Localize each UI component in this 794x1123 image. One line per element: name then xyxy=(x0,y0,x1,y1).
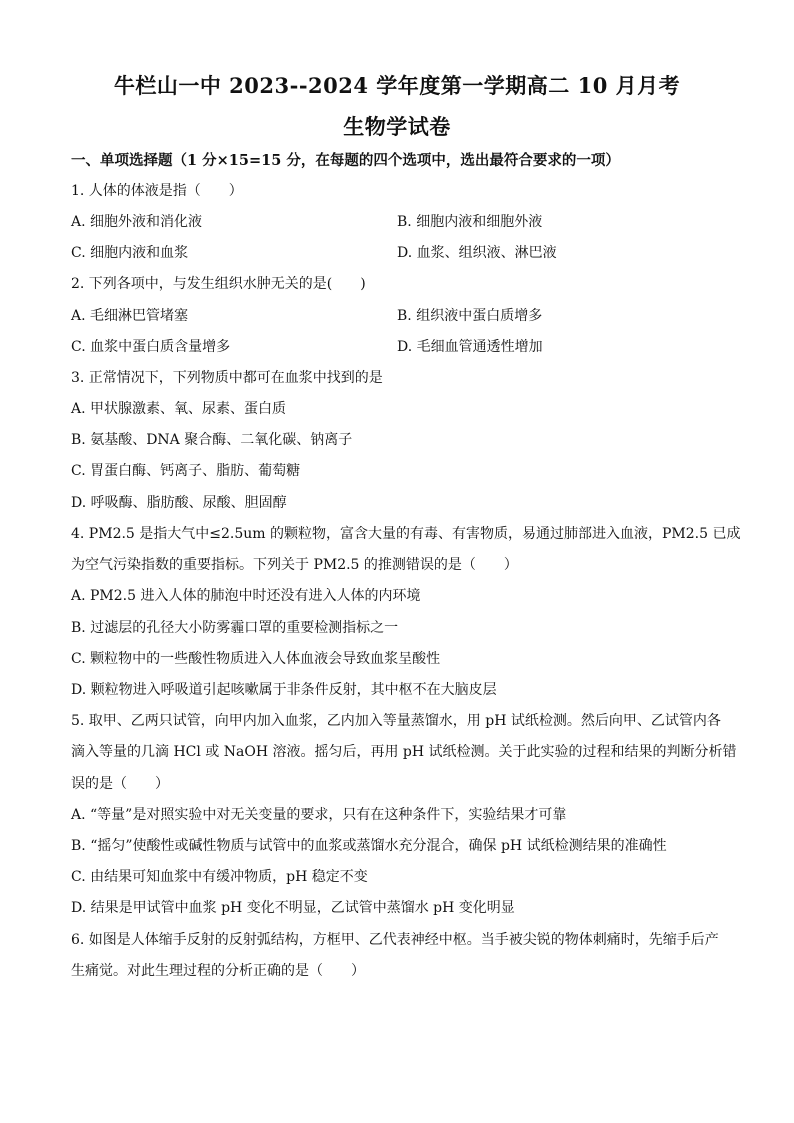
question-6-stem-line-1: 6. 如图是人体缩手反射的反射弧结构，方框甲、乙代表神经中枢。当手被尖锐的物体刺痛时，先缩手后产 xyxy=(71,932,719,948)
question-2-option-d: D. 毛细血管通透性增加 xyxy=(397,339,543,355)
question-5-option-c: C. 由结果可知血浆中有缓冲物质，pH 稳定不变 xyxy=(71,869,368,885)
question-1-option-a: A. 细胞外液和消化液 xyxy=(71,214,203,230)
question-2-option-b: B. 组织液中蛋白质增多 xyxy=(397,308,543,324)
question-2-stem: 2. 下列各项中，与发生组织水肿无关的是( ) xyxy=(71,276,366,292)
question-1-option-b: B. 细胞内液和细胞外液 xyxy=(397,214,543,230)
question-1-option-d: D. 血浆、组织液、淋巴液 xyxy=(397,245,557,261)
question-5-option-b: B. “摇匀”使酸性或碱性物质与试管中的血浆或蒸馏水充分混合，确保 pH 试纸检测结果的准确性 xyxy=(71,838,667,854)
exam-subject-title: 生物学试卷 xyxy=(343,114,451,139)
question-2-option-c: C. 血浆中蛋白质含量增多 xyxy=(71,339,231,355)
question-5-stem-line-2: 滴入等量的几滴 HCl 或 NaOH 溶液。摇匀后，再用 pH 试纸检测。关于此实验的过程和结果的判断分析错 xyxy=(71,744,737,760)
question-3-option-d: D. 呼吸酶、脂肪酸、尿酸、胆固醇 xyxy=(71,495,287,511)
question-4-option-c: C. 颗粒物中的一些酸性物质进入人体血液会导致血浆呈酸性 xyxy=(71,651,441,667)
question-5-option-a: A. “等量”是对照实验中对无关变量的要求，只有在这种条件下，实验结果才可靠 xyxy=(71,807,567,823)
question-2-option-a: A. 毛细淋巴管堵塞 xyxy=(71,308,189,324)
question-5-stem-line-1: 5. 取甲、乙两只试管，向甲内加入血浆，乙内加入等量蒸馏水，用 pH 试纸检测。然后向甲、乙试管内各 xyxy=(71,713,721,729)
question-6-stem-line-2: 生痛觉。对此生理过程的分析正确的是（ ） xyxy=(71,963,365,979)
question-3-stem: 3. 正常情况下，下列物质中都可在血浆中找到的是 xyxy=(71,370,383,386)
question-4-stem-line-1: 4. PM2.5 是指大气中≤2.5um 的颗粒物，富含大量的有毒、有害物质，易通过肺部进入血液，PM2.5 已成 xyxy=(71,526,741,542)
question-4-option-a: A. PM2.5 进入人体的肺泡中时还没有进入人体的内环境 xyxy=(71,588,421,604)
exam-title: 牛栏山一中 2023--2024 学年度第一学期高二 10 月月考 xyxy=(113,73,681,98)
question-4-option-b: B. 过滤层的孔径大小防雾霾口罩的重要检测指标之一 xyxy=(71,620,399,636)
question-3-option-c: C. 胃蛋白酶、钙离子、脂肪、葡萄糖 xyxy=(71,463,301,479)
section-heading: 一、单项选择题（1 分×15=15 分，在每题的四个选项中，选出最符合要求的一项） xyxy=(71,152,620,169)
question-5-stem-line-3: 误的是（ ） xyxy=(71,776,169,792)
question-4-option-d: D. 颗粒物进入呼吸道引起咳嗽属于非条件反射，其中枢不在大脑皮层 xyxy=(71,682,497,698)
question-3-option-b: B. 氨基酸、DNA 聚合酶、二氧化碳、钠离子 xyxy=(71,432,353,448)
question-4-stem-line-2: 为空气污染指数的重要指标。下列关于 PM2.5 的推测错误的是（ ） xyxy=(71,557,518,573)
question-1-stem: 1. 人体的体液是指（ ） xyxy=(71,183,243,199)
question-5-option-d: D. 结果是甲试管中血浆 pH 变化不明显，乙试管中蒸馏水 pH 变化明显 xyxy=(71,900,515,916)
question-3-option-a: A. 甲状腺激素、氧、尿素、蛋白质 xyxy=(71,401,287,417)
question-1-option-c: C. 细胞内液和血浆 xyxy=(71,245,189,261)
